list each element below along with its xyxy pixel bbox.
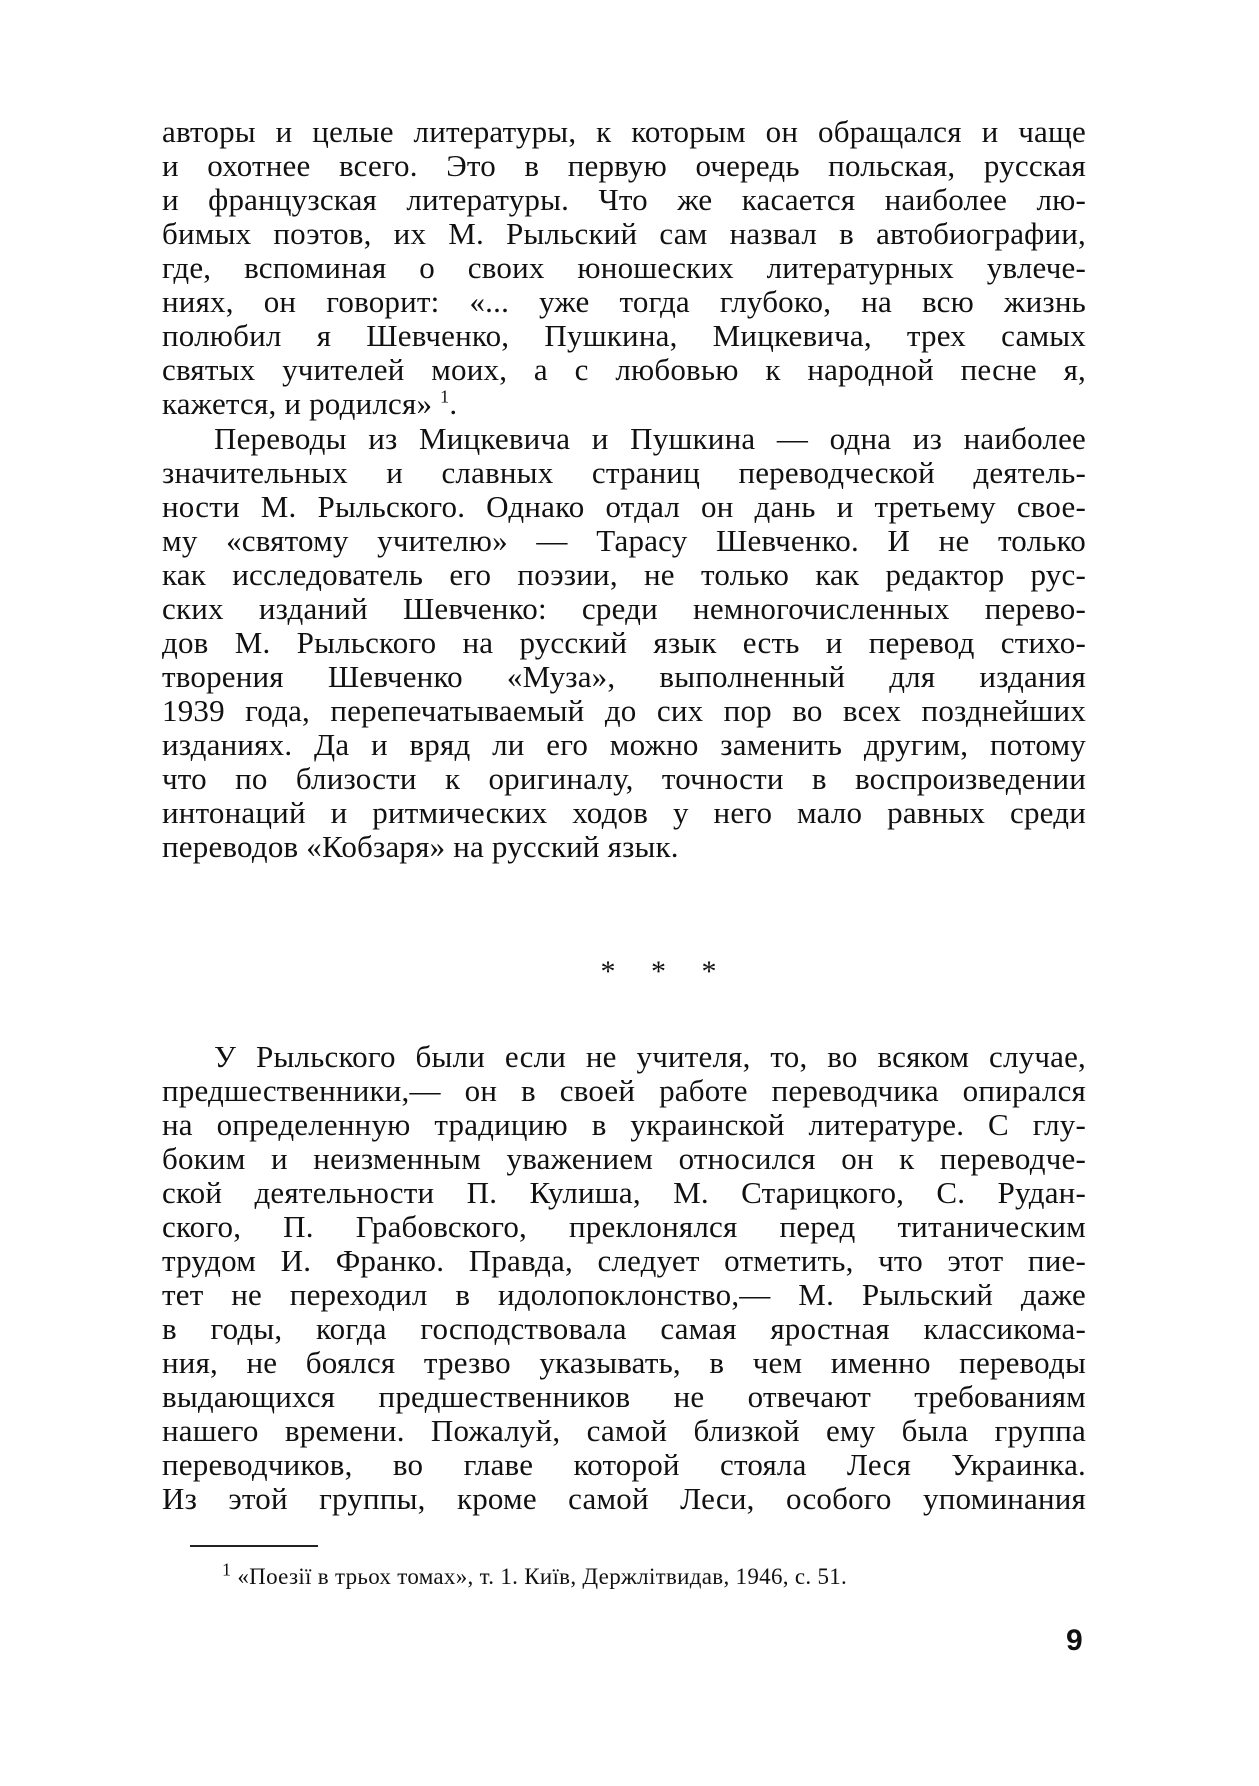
text-fragment: кажется, и родился» <box>162 386 433 421</box>
text-line: У Рыльского были если не учителя, то, во всяком случае, <box>214 1039 1086 1074</box>
text-line: трудом И. Франко. Правда, следует отметить, что этот пие- <box>162 1243 1086 1278</box>
text-line: тет не переходил в идолопоклонство,— М. Рыльский даже <box>162 1277 1086 1312</box>
text-line: 1939 года, перепечатываемый до сих пор во всех позднейших <box>162 693 1086 728</box>
text-line: бимых поэтов, их М. Рыльский сам назвал в автобиографии, <box>162 216 1086 251</box>
text-line: ской деятельности П. Кулиша, М. Старицкого, С. Рудан- <box>162 1175 1086 1210</box>
footnote-marker: 1 <box>222 1559 232 1580</box>
text-line: ниях, он говорит: «... уже тогда глубоко, на всю жизнь <box>162 284 1086 319</box>
text-line: ских изданий Шевченко: среди немногочисленных перево- <box>162 591 1086 626</box>
text-line: ского, П. Грабовского, преклонялся перед титаническим <box>162 1209 1086 1244</box>
text-line: где, вспоминая о своих юношеских литературных увлече- <box>162 250 1086 285</box>
footnote <box>222 1559 848 1592</box>
text-line: что по близости к оригиналу, точности в воспроизведении <box>162 761 1086 796</box>
text-line: в годы, когда господствовала самая яростная классикома- <box>162 1311 1086 1346</box>
text-line: и французская литературы. Что же касается наиболее лю- <box>162 182 1086 217</box>
footnote-divider <box>190 1545 318 1547</box>
text-line: Из этой группы, кроме самой Леси, особого упоминания <box>162 1481 1086 1516</box>
text-line: ности М. Рыльского. Однако отдал он дань и третьему свое- <box>162 489 1086 524</box>
text-fragment: . <box>449 386 458 421</box>
text-line: ния, не боялся трезво указывать, в чем именно переводы <box>162 1345 1086 1380</box>
text-line: му «святому учителю» — Тарасу Шевченко. И не только <box>162 523 1086 558</box>
text-line: предшественники,— он в своей работе переводчика опирался <box>162 1073 1086 1108</box>
text-line: выдающихся предшественников не отвечают требованиям <box>162 1379 1086 1414</box>
text-line: авторы и целые литературы, к которым он обращался и чаще <box>162 114 1086 149</box>
footnote-text: «Поезії в трьох томах», т. 1. Київ, Держлітвидав, 1946, с. 51. <box>237 1564 848 1589</box>
text-line: переводчиков, во главе которой стояла Леся Украинка. <box>162 1447 1086 1482</box>
text-line <box>162 387 1086 421</box>
text-line: полюбил я Шевченко, Пушкина, Мицкевича, трех самых <box>162 318 1086 353</box>
text-line: нашего времени. Пожалуй, самой близкой ему была группа <box>162 1413 1086 1448</box>
text-line: и охотнее всего. Это в первую очередь польская, русская <box>162 148 1086 183</box>
section-separator: * * * <box>600 955 731 988</box>
text-line: Переводы из Мицкевича и Пушкина — одна из наиболее <box>214 421 1086 456</box>
text-line: творения Шевченко «Муза», выполненный для издания <box>162 659 1086 694</box>
footnote-reference: 1 <box>440 386 450 407</box>
text-line: переводов «Кобзаря» на русский язык. <box>162 829 679 864</box>
text-line: святых учителей моих, а с любовью к народной песне я, <box>162 352 1086 387</box>
text-line: изданиях. Да и вряд ли его можно заменить другим, потому <box>162 727 1086 762</box>
page-number: 9 <box>1066 1624 1083 1657</box>
text-line: боким и неизменным уважением относился он к переводче- <box>162 1141 1086 1176</box>
text-line: дов М. Рыльского на русский язык есть и перевод стихо- <box>162 625 1086 660</box>
text-line: на определенную традицию в украинской литературе. С глу- <box>162 1107 1086 1142</box>
text-line: интонаций и ритмических ходов у него мало равных среди <box>162 795 1086 830</box>
text-line: как исследователь его поэзии, не только как редактор рус- <box>162 557 1086 592</box>
text-line: значительных и славных страниц переводческой деятель- <box>162 455 1086 490</box>
